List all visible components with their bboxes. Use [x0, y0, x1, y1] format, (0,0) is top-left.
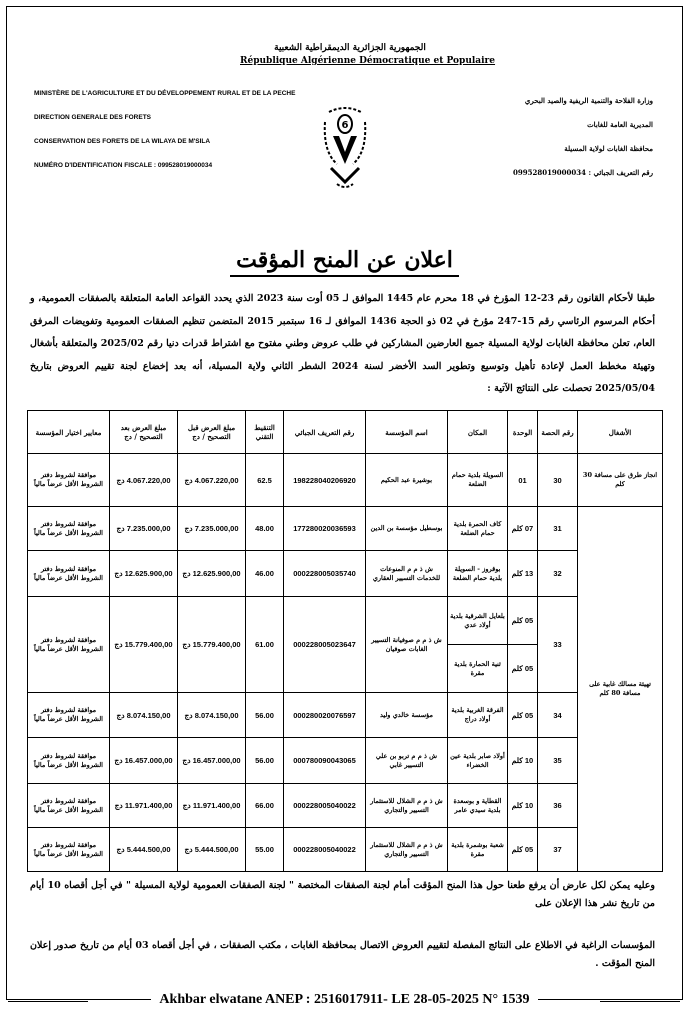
publication-reference: Akhbar elwatane ANEP : 2516017911- LE 28-05-2025 N° 1539	[151, 992, 537, 1007]
location-cell: شعبة بوشمرة بلدية مقرة	[448, 828, 508, 872]
amount-before-cell: 12.625.900,00 دج	[178, 551, 246, 597]
header-company: اسم المؤسسة	[366, 411, 448, 454]
amount-after-cell: 11.971.400,00 دج	[110, 784, 178, 828]
header-amount-after: مبلغ العرض بعد التصحيح / دج	[110, 411, 178, 454]
lot-cell: 36	[538, 784, 578, 828]
criteria-cell: موافقة لشروط دفتر الشروط الأقل عرضاً مالياً	[28, 597, 110, 693]
score-cell: 62.5	[246, 454, 284, 507]
amount-after-cell: 12.625.900,00 دج	[110, 551, 178, 597]
location-cell: القطاية و بوسعدة بلدية سيدي عامر	[448, 784, 508, 828]
amount-after-cell: 16.457.000,00 دج	[110, 738, 178, 784]
company-cell: ش ذ م م المنوعات للخدمات التسيير العقاري	[366, 551, 448, 597]
nif-ar: رقم التعريف الجبائي : 099528019000034	[512, 168, 653, 177]
criteria-cell: موافقة لشروط دفتر الشروط الأقل عرضاً مالياً	[28, 507, 110, 551]
header-lot-no: رقم الحصة	[538, 411, 578, 454]
table-row	[28, 454, 663, 507]
location-cell: الفرقة الغربية بلدية أولاد دراج	[448, 693, 508, 738]
unit-cell: 05 كلم	[508, 828, 538, 872]
amount-after-cell: 4.067.220,00 دج	[110, 454, 178, 507]
unit-cell: 05 كلم	[508, 693, 538, 738]
unit-cell: 10 كلم	[508, 784, 538, 828]
nif-cell: 000780090043065	[284, 738, 366, 784]
nif-cell: 000228005035740	[284, 551, 366, 597]
dgf-emblem-icon	[319, 102, 371, 194]
score-cell: 46.00	[246, 551, 284, 597]
amount-before-cell: 11.971.400,00 دج	[178, 784, 246, 828]
unit-cell: 07 كلم	[508, 507, 538, 551]
company-cell: ش ذ م م الشلال للاستثمار التسيير والتجاري	[366, 784, 448, 828]
results-table	[27, 410, 663, 872]
country-name-ar: الجمهورية الجزائرية الديمقراطية الشعبية	[274, 43, 426, 53]
unit-cell: 01	[508, 454, 538, 507]
ministry-fr: MINISTÈRE DE L'AGRICULTURE ET DU DÉVELOPPEMENT RURAL ET DE LA PECHE	[34, 90, 296, 97]
amount-before-cell: 4.067.220,00 دج	[178, 454, 246, 507]
criteria-cell: موافقة لشروط دفتر الشروط الأقل عرضاً مالياً	[28, 693, 110, 738]
nif-cell: 000280020076597	[284, 693, 366, 738]
header-amount-before: مبلغ العرض قبل التصحيح / دج	[178, 411, 246, 454]
table-row	[28, 784, 663, 828]
intro-paragraph: طبقا لأحكام القانون رقم 23-12 المؤرخ في 18 محرم عام 1445 الموافق لـ 05 أوت سنة 2023 الذي يحدد القواعد العامة المتعلقة بالصفقات العمومية، و أحكام المرسوم الرئاسي رقم 15-247 مؤرخ في 02 ذو الحجة 1436 الموافق لـ 16 سبتمبر 2015 المتضمن تنظيم الصفقات العمومية وتفويضات المرفق العام، تعلن محافظة الغابات لولاية المسيلة جميع العارضين المشاركين في طلب عروض وطني مفتوح مع اشتراط قدرات دنيا رقم 2025/02 والمتعلقة بأشغال وتهيئة مخطط العمل لإعادة تأهيل وتوسيع وتطوير السد الأخضر لسنة 2024 الشطر الثاني ولاية المسيلة، أنه بعد إخضاع لجنة تقييم العروض بتاريخ 2025/05/04 تحصلت على النتائج الآتية :	[30, 293, 655, 394]
lot-cell: 32	[538, 551, 578, 597]
company-cell: ش ذ م م الشلال للاستثمار التسيير والتجاري	[366, 828, 448, 872]
table-row	[28, 693, 663, 738]
amount-after-cell: 7.235.000,00 دج	[110, 507, 178, 551]
company-cell: بوسطيل مؤسسة بن الدين	[366, 507, 448, 551]
table-row	[28, 828, 663, 872]
company-cell: مؤسسة خالدي وليد	[366, 693, 448, 738]
header-score: التنقيط التقني	[246, 411, 284, 454]
svg-text:6: 6	[341, 120, 349, 131]
conservation-ar: محافظة الغابات لولاية المسيلة	[564, 144, 653, 153]
amount-after-cell: 15.779.400,00 دج	[110, 597, 178, 693]
company-cell: ش ذ م م تربو بن علي التسيير غابي	[366, 738, 448, 784]
location-cell: السويلة بلدية حمام الضلعة	[448, 454, 508, 507]
contact-paragraph: المؤسسات الراغبة في الاطلاع على النتائج المفصلة لتقييم العروض الاتصال بمحافظة الغابات ، مكتب الصفقات ، في أجل أقصاه 03 أيام من تاريخ صدور إعلان المنح المؤقت .	[30, 940, 655, 969]
nif-cell: 177280020036593	[284, 507, 366, 551]
appeal-paragraph: وعليه يمكن لكل عارض أن يرفع طعنا حول هذا المنح المؤقت أمام لجنة الصفقات المختصة " لجنة الصفقات العمومية لولاية المسيلة " في أجل أقصاه 10 أيام من تاريخ نشر هذا الإعلان على	[30, 880, 655, 909]
announcement-title: اعلان عن المنح المؤقت	[0, 247, 689, 273]
criteria-cell: موافقة لشروط دفتر الشروط الأقل عرضاً مالياً	[28, 738, 110, 784]
ministry-ar: وزارة الفلاحة والتنمية الريفية والصيد البحري	[524, 96, 653, 105]
score-cell: 56.00	[246, 693, 284, 738]
table-row	[28, 507, 663, 551]
works-cell: تهيئة مسالك غابية على مسافة 80 كلم	[578, 507, 663, 872]
nif-fr: NUMÉRO D'IDENTIFICATION FISCALE : 099528019000034	[34, 162, 213, 169]
header-right-ar	[483, 96, 653, 192]
criteria-cell: موافقة لشروط دفتر الشروط الأقل عرضاً مالياً	[28, 784, 110, 828]
table-header-row	[28, 411, 663, 454]
criteria-cell: موافقة لشروط دفتر الشروط الأقل عرضاً مالياً	[28, 828, 110, 872]
company-cell: بوشيرة عبد الحكيم	[366, 454, 448, 507]
header-criteria: معايير اختيار المؤسسة	[28, 411, 110, 454]
header-unit: الوحدة	[508, 411, 538, 454]
score-cell: 66.00	[246, 784, 284, 828]
lot-cell: 30	[538, 454, 578, 507]
company-cell: ش ذ م م صوفيانة التسيير الغابات صوفيان	[366, 597, 448, 693]
location-cell: أولاد صابر بلدية عين الخضراء	[448, 738, 508, 784]
criteria-cell: موافقة لشروط دفتر الشروط الأقل عرضاً مالياً	[28, 454, 110, 507]
lot-cell: 37	[538, 828, 578, 872]
amount-before-cell: 5.444.500,00 دج	[178, 828, 246, 872]
lot-cell: 34	[538, 693, 578, 738]
criteria-cell: موافقة لشروط دفتر الشروط الأقل عرضاً مالياً	[28, 551, 110, 597]
header-works: الأشغال	[578, 411, 663, 454]
location-cell: بلعايل الشرقية بلدية أولاد عدي	[448, 597, 508, 645]
lot-cell: 33	[538, 597, 578, 693]
header-left-fr	[34, 90, 304, 186]
location-cell: ثنية الحمارة بلدية مقرة	[448, 645, 508, 693]
nif-cell: 000228005040022	[284, 784, 366, 828]
table-row	[28, 551, 663, 597]
unit-cell: 05 كلم	[508, 597, 538, 645]
location-cell: كاف الحمرة بلدية حمام الضلعة	[448, 507, 508, 551]
header-location: المكان	[448, 411, 508, 454]
state-header	[240, 42, 496, 68]
works-cell: انجاز طرق على مسافة 30 كلم	[578, 454, 663, 507]
amount-before-cell: 8.074.150,00 دج	[178, 693, 246, 738]
score-cell: 56.00	[246, 738, 284, 784]
unit-cell: 10 كلم	[508, 738, 538, 784]
score-cell: 48.00	[246, 507, 284, 551]
direction-fr: DIRECTION GENERALE DES FORETS	[34, 114, 152, 121]
table-row	[28, 597, 663, 645]
amount-before-cell: 16.457.000,00 دج	[178, 738, 246, 784]
amount-after-cell: 8.074.150,00 دج	[110, 693, 178, 738]
nif-cell: 198228040206920	[284, 454, 366, 507]
conservation-fr: CONSERVATION DES FORETS DE LA WILAYA DE M'SILA	[34, 138, 211, 145]
country-name-fr: République Algérienne Démocratique et Populaire	[240, 56, 496, 66]
table-row	[28, 738, 663, 784]
unit-cell: 13 كلم	[508, 551, 538, 597]
publication-footer	[0, 990, 689, 1014]
direction-ar: المديرية العامة للغابات	[587, 120, 653, 129]
location-cell: بوقروز - السويلة بلدية حمام الضلعة	[448, 551, 508, 597]
lot-cell: 35	[538, 738, 578, 784]
header-nif: رقم التعريف الجبائي	[284, 411, 366, 454]
amount-before-cell: 7.235.000,00 دج	[178, 507, 246, 551]
score-cell: 55.00	[246, 828, 284, 872]
lot-cell: 31	[538, 507, 578, 551]
amount-after-cell: 5.444.500,00 دج	[110, 828, 178, 872]
nif-cell: 000228005040022	[284, 828, 366, 872]
unit-cell: 05 كلم	[508, 645, 538, 693]
amount-before-cell: 15.779.400,00 دج	[178, 597, 246, 693]
score-cell: 61.00	[246, 597, 284, 693]
nif-cell: 000228005023647	[284, 597, 366, 693]
footer-text	[30, 877, 655, 997]
